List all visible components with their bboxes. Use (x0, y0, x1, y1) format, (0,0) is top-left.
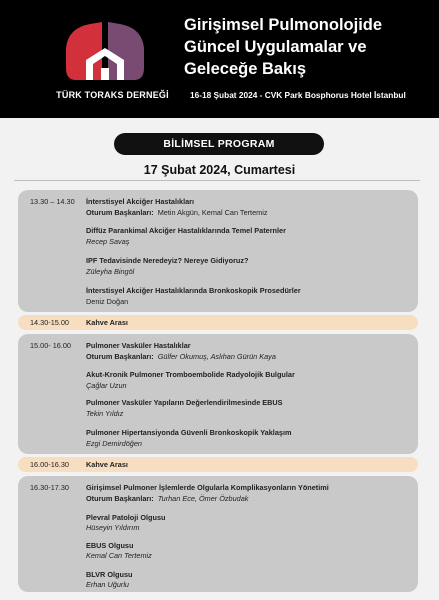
chairs-label: Oturum Başkanları: (86, 208, 154, 217)
talk-speaker: Erhan Uğurlu (86, 580, 129, 589)
talk-title: Pulmoner Vasküler Yapıların Değerlendirilmesinde EBUS (86, 398, 283, 407)
coffee-break-row (18, 315, 418, 330)
talk-speaker: Tekin Yıldız (86, 409, 124, 418)
break-title: Kahve Arası (86, 318, 128, 327)
talk-speaker: Züleyha Bingöl (86, 267, 135, 276)
session-chairs (86, 352, 276, 361)
session-time: 16.30-17.30 (30, 483, 69, 492)
event-header (0, 0, 439, 118)
talk-speaker: Recep Savaş (86, 237, 130, 246)
session-chairs (86, 208, 268, 217)
break-time: 14.30-15.00 (30, 318, 69, 327)
session-title: Girişimsel Pulmoner İşlemlerde Olgularla Komplikasyonların Yönetimi (86, 483, 329, 492)
chairs-names: Turhan Ece, Ömer Özbudak (157, 494, 249, 503)
session-block (18, 476, 418, 592)
session-title: İnterstisyel Akciğer Hastalıkları (86, 197, 195, 206)
talk-title: IPF Tedavisinde Neredeyiz? Nereye Gidiyoruz? (86, 256, 249, 265)
chairs-names: Metin Akgün, Kemal Can Tertemiz (157, 208, 268, 217)
talk-speaker: Deniz Doğan (86, 297, 129, 306)
program-date-heading: 17 Şubat 2024, Cumartesi (143, 163, 296, 177)
session-title: Pulmoner Vasküler Hastalıklar (86, 341, 191, 350)
organization-name: TÜRK TORAKS DERNEĞİ (56, 90, 169, 100)
break-title: Kahve Arası (86, 460, 128, 469)
event-title-line: Girişimsel Pulmonolojide (184, 16, 383, 34)
talk-title: Diffüz Parankimal Akciğer Hastalıklarında Temel Paternler (86, 226, 286, 235)
talk-title: Plevral Patoloji Olgusu (86, 513, 166, 522)
program-label-badge: BİLİMSEL PROGRAM (114, 133, 324, 155)
talk-title: İnterstisyel Akciğer Hastalıklarında Bronkoskopik Prosedürler (86, 286, 301, 295)
talk-speaker: Kemal Can Tertemiz (86, 551, 152, 560)
chairs-label: Oturum Başkanları: (86, 352, 154, 361)
event-title-line: Geleceğe Bakış (184, 60, 306, 78)
talk-speaker: Hüseyin Yıldırım (86, 523, 140, 532)
session-chairs (86, 494, 248, 503)
session-block (18, 334, 418, 454)
event-title-line: Güncel Uygulamalar ve (184, 38, 367, 56)
break-time: 16.00-16.30 (30, 460, 69, 469)
session-time: 15.00- 16.00 (30, 341, 71, 350)
lungs-logo-icon (62, 18, 148, 84)
talk-title: Akut-Kronik Pulmoner Tromboembolide Radyolojik Bulgular (86, 370, 295, 379)
talk-title: BLVR Olgusu (86, 570, 133, 579)
talk-title: EBUS Olgusu (86, 541, 134, 550)
talk-title: Pulmoner Hipertansiyonda Güvenli Bronkoskopik Yaklaşım (86, 428, 292, 437)
divider (14, 180, 420, 181)
event-title (184, 14, 434, 80)
event-date-venue: 16-18 Şubat 2024 - CVK Park Bosphorus Hotel İstanbul (190, 90, 406, 100)
chairs-label: Oturum Başkanları: (86, 494, 154, 503)
talk-speaker: Çağlar Uzun (86, 381, 127, 390)
chairs-names: Gülfer Okumuş, Aslıhan Gürün Kaya (157, 352, 276, 361)
coffee-break-row (18, 457, 418, 472)
session-time: 13.30 – 14.30 (30, 197, 75, 206)
talk-speaker: Ezgi Demirdöğen (86, 439, 142, 448)
session-block (18, 190, 418, 312)
